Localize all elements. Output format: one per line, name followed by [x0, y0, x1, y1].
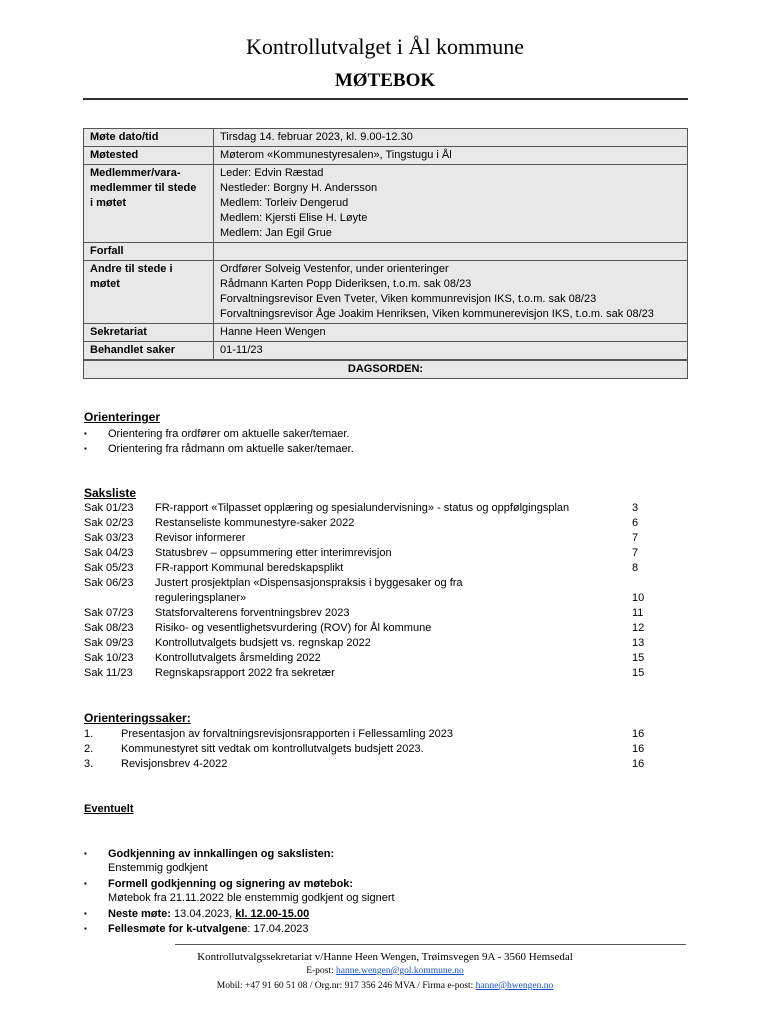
document-subtitle: MØTEBOK: [334, 70, 436, 91]
list-item: ▪ Orientering fra ordfører om aktuelle saker/temaer.: [84, 428, 350, 440]
sak-title: Kontrollutvalgets budsjett vs. regnskap 2022: [155, 637, 371, 649]
saksliste-row: [84, 606, 654, 621]
orientering-page: 16: [632, 743, 645, 755]
table-row: [84, 147, 688, 165]
sak-title: Justert prosjektplan «Dispensasjonspraksis i byggesaker og fra: [155, 577, 463, 589]
sak-number: Sak 02/23: [84, 517, 134, 529]
agenda-title: DAGSORDEN:: [83, 360, 688, 379]
orientering-no: 1.: [84, 728, 94, 740]
meeting-info-table: [83, 128, 688, 360]
sak-page: 10: [632, 592, 645, 604]
sak-page: 15: [632, 652, 645, 664]
row-label: Møtested: [84, 147, 214, 165]
row-value: Medlem: Kjersti Elise H. Løyte: [220, 212, 368, 224]
footer-divider: [175, 944, 686, 945]
section-heading-orienteringssaker: Orienteringssaker:: [84, 711, 191, 725]
table-row: [84, 129, 688, 147]
sak-number: Sak 07/23: [84, 607, 134, 619]
sak-number: Sak 01/23: [84, 502, 134, 514]
row-label: Forfall: [84, 243, 214, 261]
orientering-page: 16: [632, 758, 645, 770]
sak-number: Sak 03/23: [84, 532, 134, 544]
sak-page: 12: [632, 622, 645, 634]
row-value: Ordfører Solveig Vestenfor, under orienteringer: [220, 263, 449, 275]
sak-title: Restanseliste kommunestyre-saker 2022: [155, 517, 355, 529]
bullet-icon: ▪: [84, 924, 87, 933]
sak-page: 6: [632, 517, 639, 529]
closing-item: ▪ Godkjenning av innkallingen og sakslisten:: [84, 848, 335, 860]
saksliste-row: [84, 531, 654, 546]
bullet-icon: ▪: [84, 909, 87, 918]
row-label: Behandlet saker: [84, 342, 214, 360]
sak-number: Sak 04/23: [84, 547, 134, 559]
row-value: Rådmann Karten Popp Dideriksen, t.o.m. sak 08/23: [220, 278, 472, 290]
row-label: i møtet: [90, 197, 127, 209]
bullet-icon: ▪: [84, 849, 87, 858]
row-label: Andre til stede i: [90, 263, 173, 275]
row-value: Forvaltningsrevisor Åge Joakim Henriksen, Viken kommunerevisjon IKS, t.o.m. sak 08/23: [220, 308, 654, 320]
sak-page: 3: [632, 502, 639, 514]
footer-email-line: E-post: hanne.wengen@gol.kommune.no: [306, 966, 464, 976]
section-heading-saksliste: Saksliste: [84, 486, 137, 500]
row-label: Sekretariat: [84, 324, 214, 342]
closing-item: ▪ Fellesmøte for k-utvalgene: 17.04.2023: [84, 923, 309, 935]
bullet-icon: ▪: [84, 444, 87, 453]
document-title: Kontrollutvalget i Ål kommune: [245, 34, 525, 59]
table-row: [84, 243, 688, 261]
sak-title: Risiko- og vesentlighetsvurdering (ROV) for Ål kommune: [155, 622, 432, 634]
sak-title: Revisor informerer: [155, 532, 246, 544]
row-value: Medlem: Torleiv Dengerud: [220, 197, 349, 209]
sak-page: 8: [632, 562, 639, 574]
sak-title: Kontrollutvalgets årsmelding 2022: [155, 652, 321, 664]
row-value: Hanne Heen Wengen: [220, 326, 326, 338]
saksliste-row: [84, 666, 654, 681]
sak-page: 11: [632, 607, 644, 619]
row-value: Medlem: Jan Egil Grue: [220, 227, 332, 239]
closing-detail: Møtebok fra 21.11.2022 ble enstemmig godkjent og signert: [108, 892, 395, 904]
saksliste-row: [84, 576, 654, 606]
row-value: Forvaltningsrevisor Even Tveter, Viken kommunrevisjon IKS, t.o.m. sak 08/23: [220, 293, 597, 305]
sak-number: Sak 05/23: [84, 562, 134, 574]
row-label: Møte dato/tid: [84, 129, 214, 147]
row-value: Leder: Edvin Ræstad: [220, 167, 324, 179]
footer-contact-line: Mobil: +47 91 60 51 08 / Org.nr: 917 356 246 MVA / Firma e-post: hanne@hwengen.no: [216, 981, 554, 991]
sak-title: FR-rapport Kommunal beredskapsplikt: [155, 562, 344, 574]
orientering-title: Revisjonsbrev 4-2022: [121, 758, 228, 770]
saksliste-row: [84, 561, 654, 576]
email-link[interactable]: hanne.wengen@gol.kommune.no: [336, 966, 464, 976]
row-value: Tirsdag 14. februar 2023, kl. 9.00-12.30: [220, 131, 413, 143]
sak-number: Sak 06/23: [84, 577, 134, 589]
orientering-no: 2.: [84, 743, 94, 755]
table-row: [84, 261, 688, 324]
row-label: Medlemmer/vara-: [90, 167, 181, 179]
row-value: 01-11/23: [220, 344, 263, 356]
sak-page: 13: [632, 637, 645, 649]
footer-address: Kontrollutvalgssekretariat v/Hanne Heen Wengen, Trøimsvegen 9A - 3560 Hemsedal: [197, 951, 573, 963]
saksliste-row: [84, 636, 654, 651]
header-divider: [83, 98, 688, 100]
sak-title: Regnskapsrapport 2022 fra sekretær: [155, 667, 335, 679]
sak-title: Statsforvalterens forventningsbrev 2023: [155, 607, 350, 619]
sak-title: FR-rapport «Tilpasset opplæring og spesialundervisning» - status og oppfølgingsplan: [155, 502, 570, 514]
closing-item: ▪ Formell godkjenning og signering av møtebok:: [84, 878, 354, 890]
sak-page: 15: [632, 667, 645, 679]
sak-number: Sak 09/23: [84, 637, 134, 649]
row-value: Møterom «Kommunestyresalen», Tingstugu i Ål: [220, 149, 452, 161]
sak-title-cont: reguleringsplaner»: [155, 592, 247, 604]
section-heading-orienteringer: Orienteringer: [84, 410, 161, 424]
row-label: medlemmer til stede: [90, 182, 197, 194]
list-item: ▪ Orientering fra rådmann om aktuelle saker/temaer.: [84, 443, 354, 455]
sak-page: 7: [632, 532, 639, 544]
saksliste-row: [84, 651, 654, 666]
orientering-title: Presentasjon av forvaltningsrevisjonsrapporten i Fellessamling 2023: [121, 728, 454, 740]
row-label: møtet: [90, 278, 120, 290]
table-row: [84, 324, 688, 342]
row-value: Nestleder: Borgny H. Andersson: [220, 182, 378, 194]
bullet-icon: ▪: [84, 429, 87, 438]
sak-number: Sak 10/23: [84, 652, 134, 664]
saksliste-row: [84, 621, 654, 636]
closing-item: ▪ Neste møte: 13.04.2023, kl. 12.00-15.00: [84, 908, 310, 920]
saksliste-row: [84, 516, 654, 531]
table-row: [84, 165, 688, 243]
section-heading-eventuelt: Eventuelt: [84, 803, 134, 815]
table-row: [84, 342, 688, 360]
bullet-icon: ▪: [84, 879, 87, 888]
sak-page: 7: [632, 547, 639, 559]
sak-number: Sak 08/23: [84, 622, 134, 634]
saksliste-row: [84, 501, 654, 516]
orientering-title: Kommunestyret sitt vedtak om kontrollutvalgets budsjett 2023.: [121, 743, 424, 755]
orientering-page: 16: [632, 728, 645, 740]
closing-detail: Enstemmig godkjent: [108, 862, 208, 874]
firm-email-link[interactable]: hanne@hwengen.no: [475, 981, 554, 991]
sak-title: Statusbrev – oppsummering etter interimrevisjon: [155, 547, 392, 559]
saksliste-row: [84, 546, 654, 561]
orientering-no: 3.: [84, 758, 94, 770]
sak-number: Sak 11/23: [84, 667, 133, 679]
